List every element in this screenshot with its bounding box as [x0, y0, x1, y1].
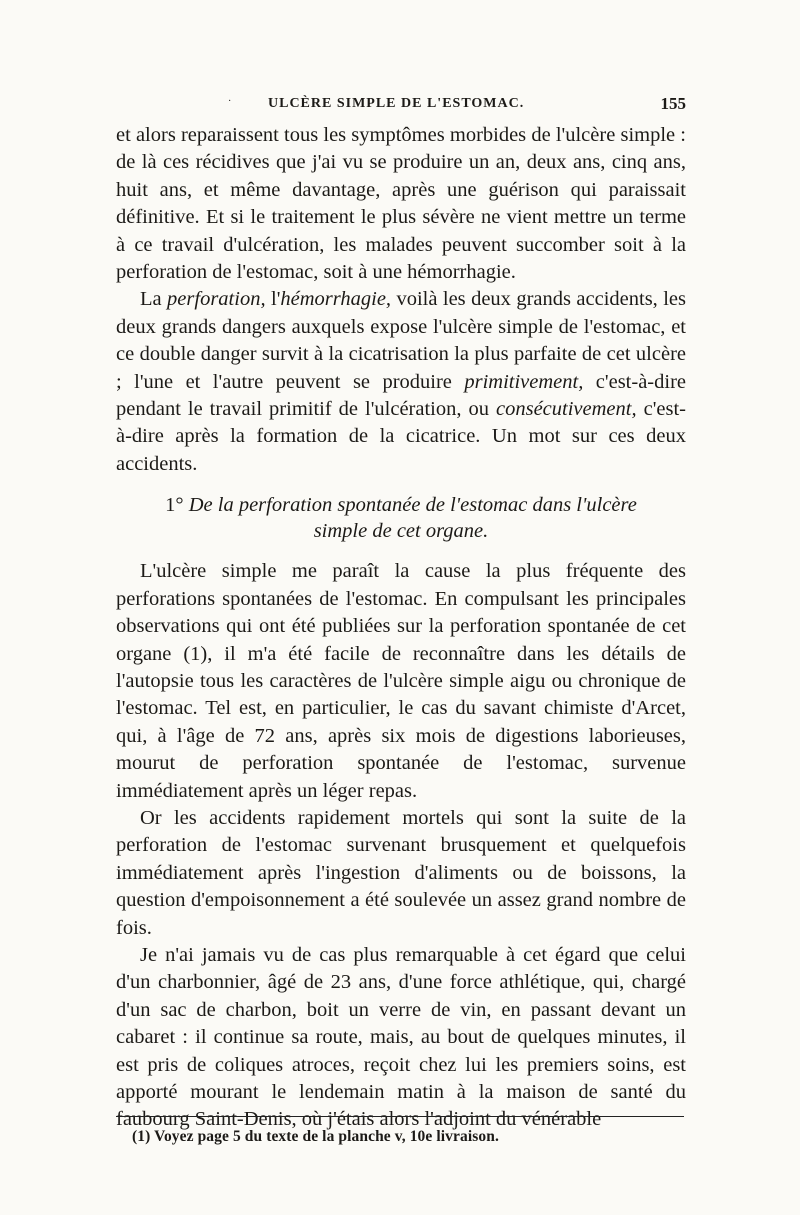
- p2-text: l': [265, 288, 281, 311]
- footnote: (1) Voyez page 5 du texte de la planche v, 10e livraison.: [132, 1128, 499, 1145]
- p2-text: voilà les deux grands accidents, les deux grands dangers auxquels expose l'ulcère simple de l'estomac, et ce double danger survit à la cicatrisation la plus parfaite de cet ulcère ; l'une et l'autre peuvent se produire: [116, 288, 686, 393]
- paragraph-3: L'ulcère simple me paraît la cause la plus fréquente des perforations spontanées de l'estomac. En compulsant les principales observations qui ont été publiées sur la perforation spontanée de cet organe (1), il m'a été facile de reconnaître dans les détails de l'autopsie tous les caractères de l'ulcère simple aigu ou chronique de l'estomac. Tel est, en particulier, le cas du savant chimiste d'Arcet, qui, à l'âge de 72 ans, après six mois de digestions laborieuses, mourut de perforation spontanée de l'estomac, survenue immédiatement après un léger repas.: [116, 560, 686, 802]
- section-title-line-2: simple de cet organe.: [313, 520, 489, 543]
- p2-text: La: [140, 288, 168, 311]
- section-title-line-1: De la perforation spontanée de l'estomac dans l'ulcère: [183, 494, 637, 517]
- p2-italic-primitivement: primitivement,: [464, 370, 584, 393]
- paragraph-1: et alors reparaissent tous les symptômes morbides de l'ulcère simple : de là ces récidives que j'ai vu se produire un an, deux ans, cinq ans, huit ans, et même davantage, après une guérison qui paraissait définitive. Et si le traitement le plus sévère ne vient mettre un terme à ce travail d'ulcération, les malades peuvent succomber soit à la perforation de l'estomac, soit à une hémorrhagie.: [116, 124, 686, 284]
- running-header: [116, 92, 686, 122]
- section-heading: [116, 492, 686, 544]
- p2-text: c'est-à-dire pendant le travail primitif de l'ulcération, ou: [116, 370, 686, 421]
- book-page: [116, 92, 686, 1134]
- ink-dot: ·: [228, 96, 233, 107]
- p2-text: c'est-à-dire après la formation de la cicatrice. Un mot sur ces deux accidents.: [116, 398, 686, 475]
- paragraph-4: Or les accidents rapidement mortels qui sont la suite de la perforation de l'estomac survenant brusquement et quelquefois immédiatement après l'ingestion d'aliments ou de boissons, la question d'empoisonnement a été soulevée un assez grand nombre de fois.: [116, 806, 686, 939]
- footnote-rule: [116, 1116, 684, 1117]
- page-number: 155: [660, 94, 686, 113]
- paragraph-5: Je n'ai jamais vu de cas plus remarquable à cet égard que celui d'un charbonnier, âgé de 23 ans, d'une force athlétique, qui, chargé d'un sac de charbon, boit un verre de vin, en passant devant un cabaret : il continue sa route, mais, au bout de quelques minutes, il est pris de coliques atroces, reçoit chez lui les premiers soins, est apporté mourant le lendemain matin à la maison de santé du faubourg Saint-Denis, où j'étais alors l'adjoint du vénérable: [116, 943, 686, 1131]
- p2-italic-perforation: perforation,: [167, 288, 266, 311]
- running-title: ULCÈRE SIMPLE DE L'ESTOMAC.: [268, 96, 525, 111]
- section-number: 1°: [165, 494, 184, 517]
- body-text: [116, 122, 686, 1134]
- p2-italic-hemorrhagie: hémorrhagie,: [280, 288, 392, 311]
- paragraph-2: [116, 286, 686, 478]
- p2-italic-consecutivement: consécutivement,: [496, 398, 637, 421]
